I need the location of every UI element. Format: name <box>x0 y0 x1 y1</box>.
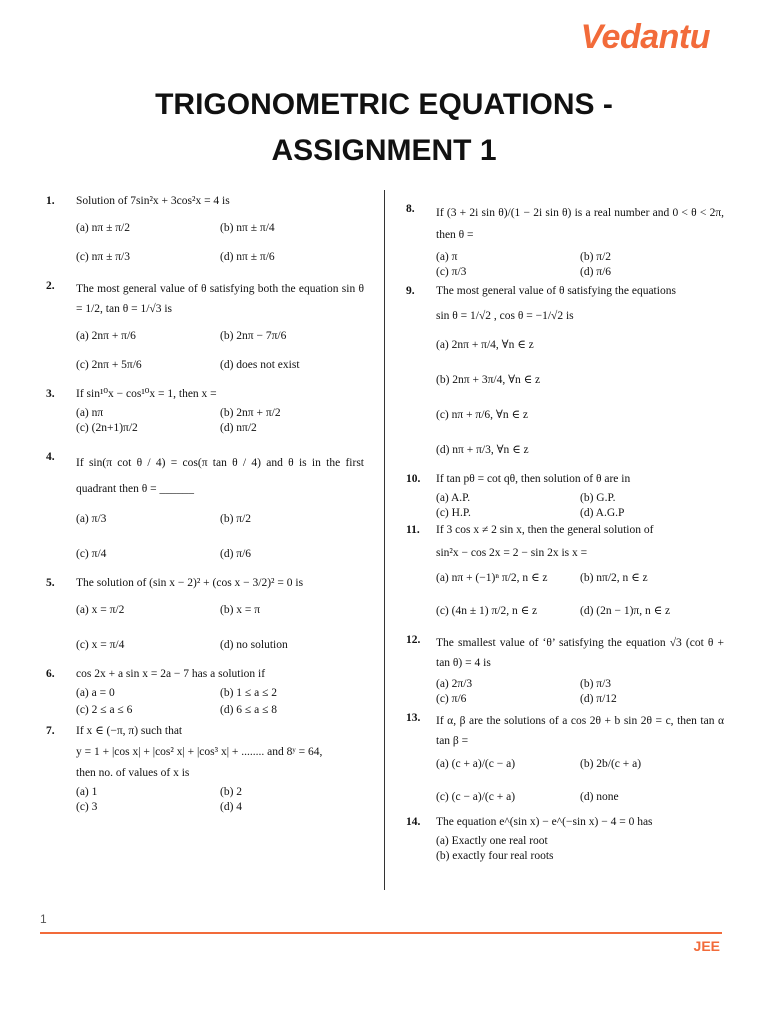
options-9 <box>436 338 724 458</box>
option[interactable]: (b) G.P. <box>580 492 616 504</box>
option[interactable]: (b) π/2 <box>580 251 612 263</box>
option[interactable]: (c) x = π/4 <box>76 639 125 651</box>
options-7 <box>76 785 364 815</box>
option[interactable]: (a) x = π/2 <box>76 604 125 616</box>
option[interactable]: (a) (c + a)/(c − a) <box>436 758 516 770</box>
options-8 <box>436 250 724 280</box>
options-1 <box>76 221 364 265</box>
options-13 <box>436 757 724 805</box>
option[interactable]: (d) (2n − 1)π, n ∈ z <box>580 605 671 617</box>
option[interactable]: (d) does not exist <box>220 359 300 371</box>
options-2 <box>76 329 364 373</box>
right-column <box>406 194 724 869</box>
option[interactable]: (a) Exactly one real root <box>436 835 548 847</box>
option[interactable]: (d) 4 <box>220 801 243 813</box>
option[interactable]: (d) nπ ± π/6 <box>220 251 275 263</box>
exam-tag: JEE <box>693 938 720 954</box>
option[interactable]: (d) nπ/2 <box>220 422 257 434</box>
question-7-line-3: then no. of values of x is <box>76 767 190 779</box>
question-3: 3. If sin¹⁰x − cos¹⁰x = 1, then x = <box>46 388 217 400</box>
vedantu-logo: Vedantu <box>580 18 710 56</box>
question-14: 14. The equation e^(sin x) − e^(−sin x) − 4 = 0 has <box>406 816 653 828</box>
title-line-1: TRIGONOMETRIC EQUATIONS - <box>155 88 613 121</box>
column-divider <box>384 190 385 890</box>
question-12: 12. The smallest value of ‘θ’ satisfying the equation √3 (cot θ + tan θ) = 4 is <box>406 634 724 669</box>
option[interactable]: (d) nπ + π/3, ∀n ∈ z <box>436 444 529 456</box>
question-7-line-2: y = 1 + |cos x| + |cos² x| + |cos³ x| + ........ and 8ʸ = 64, <box>76 746 323 758</box>
option[interactable]: (d) A.G.P <box>580 507 625 519</box>
option[interactable]: (c) π/3 <box>436 266 467 278</box>
options-3 <box>76 406 364 436</box>
option[interactable]: (b) 1 ≤ a ≤ 2 <box>220 687 278 699</box>
question-9: 9. The most general value of θ satisfying the equations <box>406 285 676 297</box>
question-5: 5. The solution of (sin x − 2)² + (cos x − 3/2)² = 0 is <box>46 577 304 589</box>
option[interactable]: (a) nπ <box>76 407 104 419</box>
option[interactable]: (a) a = 0 <box>76 687 115 699</box>
option[interactable]: (b) nπ ± π/4 <box>220 222 275 234</box>
question-9-line-2: sin θ = 1/√2 , cos θ = −1/√2 is <box>436 310 574 322</box>
option[interactable]: (b) π/3 <box>580 678 612 690</box>
option[interactable]: (a) 2π/3 <box>436 678 473 690</box>
question-7: 7. If x ∈ (−π, π) such that <box>46 725 183 737</box>
option[interactable]: (b) 2nπ − 7π/6 <box>220 330 287 342</box>
option[interactable]: (a) nπ + (−1)ⁿ π/2, n ∈ z <box>436 572 548 584</box>
question-4: 4. If sin(π cot θ / 4) = cos(π tan θ / 4) and θ is in the first quadrant then θ = ______ <box>46 451 364 495</box>
options-6 <box>76 686 364 718</box>
option[interactable]: (c) 3 <box>76 801 98 813</box>
title-line-2: ASSIGNMENT 1 <box>271 134 497 167</box>
option[interactable]: (c) nπ ± π/3 <box>76 251 131 263</box>
options-5 <box>76 603 364 653</box>
option[interactable]: (a) π <box>436 251 458 263</box>
option[interactable]: (b) x = π <box>220 604 261 616</box>
option[interactable]: (d) no solution <box>220 639 288 651</box>
footer-divider <box>40 932 722 934</box>
option[interactable]: (c) π/6 <box>436 693 467 705</box>
page-title <box>0 82 768 174</box>
option[interactable]: (b) exactly four real roots <box>436 850 554 862</box>
option[interactable]: (b) 2b/(c + a) <box>580 758 642 770</box>
page-number: 1 <box>40 912 47 926</box>
option[interactable]: (d) 6 ≤ a ≤ 8 <box>220 704 278 716</box>
option[interactable]: (a) 2nπ + π/6 <box>76 330 136 342</box>
option[interactable]: (d) π/6 <box>580 266 612 278</box>
option[interactable]: (c) (4n ± 1) π/2, n ∈ z <box>436 605 538 617</box>
options-12 <box>436 677 724 707</box>
question-11: 11. If 3 cos x ≠ 2 sin x, then the general solution of <box>406 524 654 536</box>
option[interactable]: (c) H.P. <box>436 507 471 519</box>
option[interactable]: (c) 2 ≤ a ≤ 6 <box>76 704 133 716</box>
option[interactable]: (b) 2nπ + π/2 <box>220 407 281 419</box>
options-10 <box>436 491 724 521</box>
option[interactable]: (b) 2 <box>220 786 243 798</box>
options-14 <box>436 834 724 864</box>
option[interactable]: (b) π/2 <box>220 513 252 525</box>
option[interactable]: (d) none <box>580 791 619 803</box>
option[interactable]: (d) π/6 <box>220 548 252 560</box>
option[interactable]: (a) A.P. <box>436 492 471 504</box>
option[interactable]: (c) (2n+1)π/2 <box>76 422 138 434</box>
question-6: 6. cos 2x + a sin x = 2a − 7 has a solution if <box>46 668 266 680</box>
option[interactable]: (c) (c − a)/(c + a) <box>436 791 516 803</box>
option[interactable]: (b) 2nπ + 3π/4, ∀n ∈ z <box>436 374 541 386</box>
options-4 <box>76 512 364 562</box>
option[interactable]: (c) nπ + π/6, ∀n ∈ z <box>436 409 528 421</box>
question-2: 2. The most general value of θ satisfying both the equation sin θ = 1/2, tan θ = 1/√3 is <box>46 280 364 315</box>
option[interactable]: (a) 2nπ + π/4, ∀n ∈ z <box>436 339 534 351</box>
option[interactable]: (c) 2nπ + 5π/6 <box>76 359 142 371</box>
question-11-line-2: sin²x − cos 2x = 2 − sin 2x is x = <box>436 547 588 559</box>
option[interactable]: (a) 1 <box>76 786 98 798</box>
option[interactable]: (c) π/4 <box>76 548 107 560</box>
question-13: 13. If α, β are the solutions of a cos 2θ + b sin 2θ = c, then tan α tan β = <box>406 712 724 747</box>
options-11 <box>436 571 724 619</box>
question-10: 10. If tan pθ = cot qθ, then solution of θ are in <box>406 473 631 485</box>
option[interactable]: (a) π/3 <box>76 513 107 525</box>
question-1: 1. Solution of 7sin²x + 3cos²x = 4 is <box>46 195 230 207</box>
option[interactable]: (d) π/12 <box>580 693 617 705</box>
option[interactable]: (a) nπ ± π/2 <box>76 222 131 234</box>
option[interactable]: (b) nπ/2, n ∈ z <box>580 572 648 584</box>
question-8: 8. If (3 + 2i sin θ)/(1 − 2i sin θ) is a real number and 0 < θ < 2π, then θ = <box>406 203 724 241</box>
left-column <box>46 194 364 820</box>
